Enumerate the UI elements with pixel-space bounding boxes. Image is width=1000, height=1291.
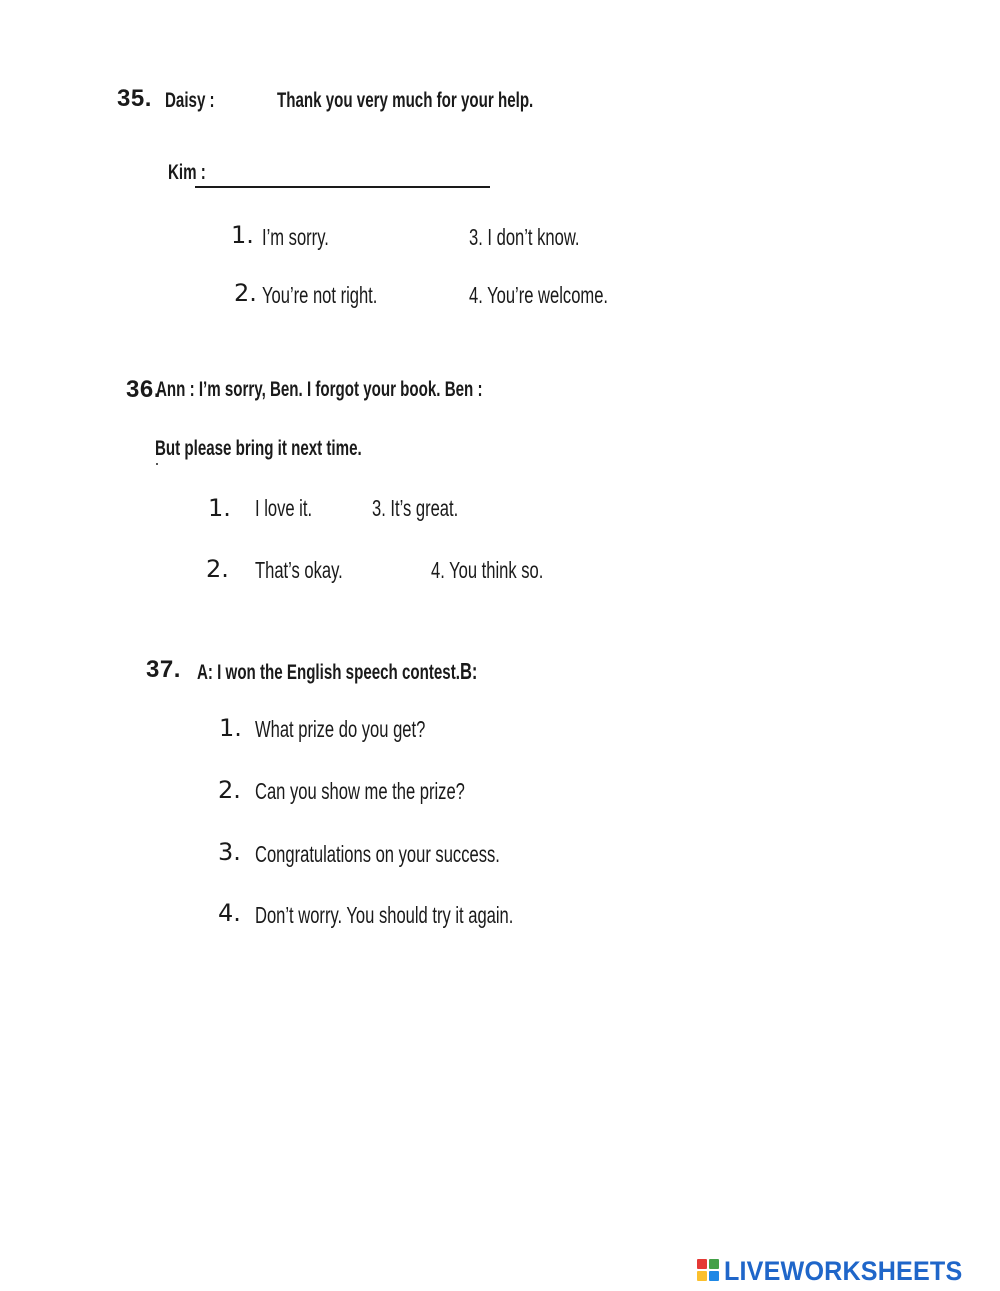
q37-option-1-number: 1. bbox=[219, 714, 242, 742]
q35-option-3-text: 3. I don’t know. bbox=[469, 224, 580, 250]
liveworksheets-wordmark: LIVEWORKSHEETS bbox=[724, 1256, 963, 1286]
question-37-prompt-a: A: I won the English speech contest. bbox=[197, 661, 460, 684]
question-37-prompt bbox=[197, 658, 477, 685]
answer-blank-line[interactable] bbox=[195, 186, 490, 188]
q35-option-4-text: 4. You’re welcome. bbox=[469, 282, 609, 308]
q35-option-2-text: You’re not right. bbox=[262, 282, 378, 308]
question-36-prompt: Ann : I’m sorry, Ben. I forgot your book. Ben : bbox=[156, 378, 483, 401]
q37-option-3-number: 3. bbox=[218, 838, 241, 866]
liveworksheets-tiles-icon bbox=[697, 1259, 721, 1283]
q36-option-2-number: 2. bbox=[206, 555, 229, 583]
q36-option-1-number: 1. bbox=[208, 494, 231, 522]
question-36-continuation: But please bring it next time. bbox=[155, 437, 362, 460]
q35-option-1-text: I’m sorry. bbox=[262, 224, 329, 250]
q36-option-3-text: 3. It’s great. bbox=[372, 495, 459, 521]
q37-option-2-number: 2. bbox=[218, 776, 241, 804]
q37-option-3-text: Congratulations on your success. bbox=[255, 841, 500, 867]
question-35-speaker-daisy: Daisy : bbox=[165, 89, 215, 112]
stray-dot bbox=[156, 463, 158, 465]
question-37-prompt-b: B: bbox=[459, 658, 478, 684]
q37-option-1-text: What prize do you get? bbox=[255, 716, 426, 742]
question-35-number: 35. bbox=[117, 85, 152, 112]
q37-option-4-number: 4. bbox=[218, 899, 241, 927]
q35-option-1-number: 1. bbox=[231, 221, 254, 249]
q36-option-1-text: I love it. bbox=[255, 495, 313, 521]
question-36-number: 36. bbox=[126, 376, 161, 403]
q37-option-4-text: Don’t worry. You should try it again. bbox=[255, 902, 514, 928]
q35-option-2-number: 2. bbox=[234, 279, 257, 307]
q36-option-2-text: That’s okay. bbox=[255, 557, 343, 583]
question-35-speaker-kim: Kim : bbox=[168, 161, 206, 184]
q37-option-2-text: Can you show me the prize? bbox=[255, 778, 465, 804]
question-35-prompt: Thank you very much for your help. bbox=[277, 89, 534, 112]
q36-option-4-text: 4. You think so. bbox=[431, 557, 544, 583]
question-37-number: 37. bbox=[146, 656, 181, 683]
